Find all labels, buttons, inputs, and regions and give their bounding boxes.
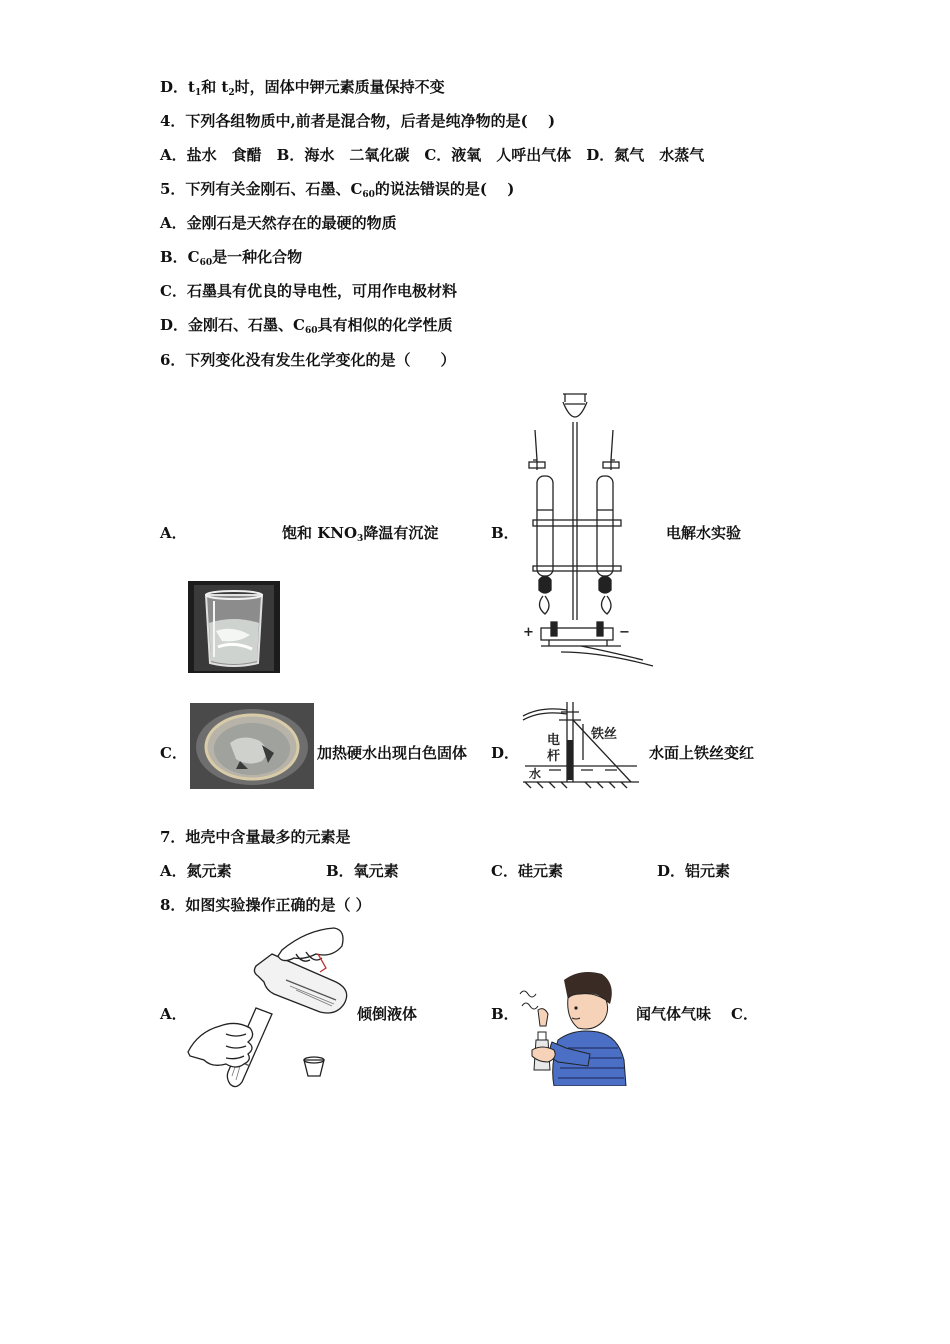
q8-option-c-letter: C． — [731, 1005, 758, 1023]
smelling-gas-illustration — [518, 970, 630, 1086]
q4-stem: 4．下列各组物质中,前者是混合物，后者是纯净物的是( ) — [160, 112, 556, 130]
q6-option-b-letter: B． — [491, 524, 519, 542]
q6-option-d-text: 水面上铁丝变红 — [649, 744, 755, 762]
q7-option-d: D．铝元素 — [657, 862, 731, 880]
q8-option-b-letter: B． — [491, 1005, 519, 1023]
q8-option-a-letter: A． — [160, 1005, 187, 1023]
q4-options: A．盐水 食醋 B．海水 二氧化碳 C．液氧 人呼出气体 D．氮气 水蒸气 — [160, 146, 705, 164]
q6-option-c-letter: C． — [160, 744, 187, 762]
q5-option-d: D．金刚石、石墨、$C_{60}$具有相似的化学性质 — [160, 316, 453, 336]
minus-sign: − — [619, 625, 630, 640]
pouring-liquid-illustration — [186, 924, 356, 1090]
pole-label-2: 杆 — [547, 749, 561, 764]
q7-option-a: A．氮元素 — [160, 862, 232, 880]
iron-wire-pole-diagram — [521, 700, 641, 792]
q8-option-a-text: 倾倒液体 — [357, 1005, 418, 1023]
q6-option-d-letter: D． — [491, 744, 520, 762]
q6-option-b-text: 电解水实验 — [666, 524, 742, 542]
q7-stem: 7．地壳中含量最多的元素是 — [160, 828, 351, 846]
q5-option-b: B．$C_{60}$是一种化合物 — [160, 248, 303, 268]
q7-option-c: C．硅元素 — [491, 862, 563, 880]
iron-wire-label: 铁丝 — [591, 727, 618, 742]
q6-stem: 6．下列变化没有发生化学变化的是（ ） — [160, 351, 456, 369]
q8-option-b-text: 闻气体气味 — [636, 1005, 712, 1023]
q5-option-c: C．石墨具有优良的导电性，可用作电极材料 — [160, 282, 457, 300]
q6-option-c-text: 加热硬水出现白色固体 — [317, 744, 468, 762]
plus-sign: + — [523, 625, 534, 640]
q8-stem: 8．如图实验操作正确的是（ ） — [160, 896, 371, 914]
evaporating-dish-photo — [190, 703, 314, 789]
q6-option-a-letter: A． — [160, 524, 187, 542]
q6-option-a-text: 饱和 $KNO_3$降温有沉淀 — [282, 524, 439, 544]
q5-stem: 5．下列有关金刚石、石墨、$C_{60}$的说法错误的是( ) — [160, 180, 515, 200]
q7-option-b: B．氧元素 — [326, 862, 399, 880]
q5-option-a: A．金刚石是天然存在的最硬的物质 — [160, 214, 397, 232]
water-label: 水 — [529, 767, 542, 781]
q3-option-d: D．$t_1$和 $t_2$时，固体中钾元素质量保持不变 — [160, 78, 445, 98]
electrolysis-apparatus-diagram — [521, 390, 656, 670]
beaker-precipitate-photo — [188, 581, 280, 673]
pole-label-1: 电 — [547, 733, 561, 748]
